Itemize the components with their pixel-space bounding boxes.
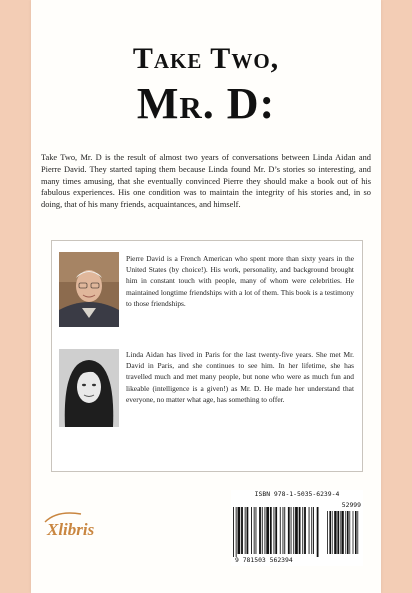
price-code: 52999 (341, 501, 361, 509)
title-line-2: Mr. D: (136, 79, 276, 128)
swoosh-icon (43, 510, 83, 524)
linda-aidan-bio: Linda Aidan has lived in Paris for the last twenty-five years. She met Mr. David in Paris, and she continues to see him. In her lifetime, she has travelled much and met many people, but none who were as much fun and likeable (intelligence is a given!) as Mr. D. He made her understand that everyone, no matter what age, has something to offer. (126, 350, 354, 404)
author-bio-box (51, 240, 363, 472)
barcode-icon (233, 501, 361, 557)
linda-aidan-photo (59, 349, 119, 427)
barcode-number: 9 781503 562394 (235, 556, 293, 564)
pierre-david-photo (59, 252, 119, 327)
pierre-david-bio: Pierre David is a French American who spent more than sixty years in the United States (by choice!). His work, personality, and background brought him in constant touch with people, many of whom were celebrities. He maintained longtime friendships with a lot of them. This book is a testimony to those friendships. (126, 254, 354, 308)
intro-paragraph: Take Two, Mr. D is the result of almost two years of conversations between Linda Aidan and Pierre David. They started taping them because Linda found Mr. D’s stories so interesting, and many times amusing, that she eventually convinced Pierre they should make a book out of his fabulous experiences. His one condition was to maintain the integrity of his stories and, in so doing, that of his many friends, acquaintances, and himself. (41, 153, 371, 210)
publisher-logo (47, 520, 94, 540)
back-cover (31, 0, 381, 593)
publisher-name: Xlibris (47, 520, 95, 539)
barcode-block (231, 490, 363, 566)
title-line-1: Take Two, (132, 42, 280, 75)
isbn-label: ISBN 978-1-5035-6239-4 (254, 490, 340, 498)
